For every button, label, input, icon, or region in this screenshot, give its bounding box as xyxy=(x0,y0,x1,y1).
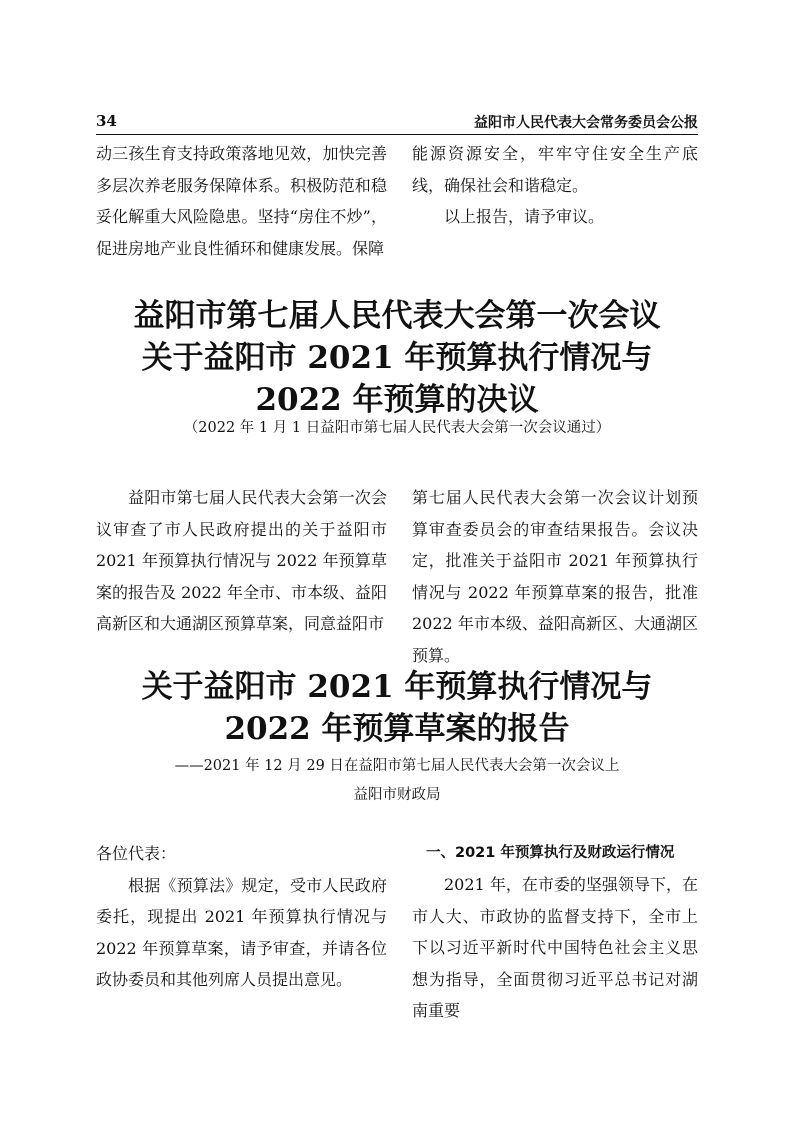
page-header xyxy=(96,112,698,135)
report-body-left xyxy=(96,838,387,996)
resolution-body-right: 第七届人民代表大会第一次会议计划预算审查委员会的审查结果报告。会议决定，批准关于益阳市 2021 年预算执行情况与 2022 年预算草案的报告，批准 2022 年市本级、益阳高新区、大通湖区预算。 xyxy=(412,488,698,665)
salutation: 各位代表： xyxy=(96,844,177,863)
report-intro-paragraph: 根据《预算法》规定，受市人民政府委托，现提出 2021 年预算执行情况与 2022 年预算草案，请予审查，并请各位政协委员和其他列席人员提出意见。 xyxy=(96,875,387,989)
report-body-right: 2021 年，在市委的坚强领导下，在市人大、市政协的监督支持下，全市上下以习近平新时代中国特色社会主义思想为指导，全面贯彻习近平总书记对湖南重要 xyxy=(412,875,698,1020)
closing-remark: 以上报告，请予审议。 xyxy=(444,207,605,226)
top-left-column xyxy=(96,138,387,264)
continuation-paragraph-end: 能源资源安全，牢牢守住安全生产底线，确保社会和谐稳定。 xyxy=(412,144,698,195)
top-right-column xyxy=(412,138,698,233)
page-number: 34 xyxy=(96,112,117,130)
resolution-title-line-3: 2022 年预算的决议 xyxy=(255,382,539,418)
report-subtitle: ——2021 年 12 月 29 日在益阳市第七届人民代表大会第一次会议上 xyxy=(174,758,620,774)
report-author: 益阳市财政局 xyxy=(353,787,441,803)
resolution-title-line-2: 关于益阳市 2021 年预算执行情况与 xyxy=(141,340,653,376)
resolution-adoption-note: （2022 年 1 月 1 日益阳市第七届人民代表大会第一次会议通过） xyxy=(183,420,611,436)
report-title-line-1: 关于益阳市 2021 年预算执行情况与 xyxy=(141,669,653,705)
resolution-body-left: 益阳市第七届人民代表大会第一次会议审查了市人民政府提出的关于益阳市 2021 年预算执行情况与 2022 年预算草案的报告及 2022 年全市、市本级、益阳高新区和大通湖区预算草案，同意益阳市 xyxy=(96,488,387,633)
resolution-title-line-1: 益阳市第七届人民代表大会第一次会议 xyxy=(133,298,661,334)
journal-title: 益阳市人民代表大会常务委员会公报 xyxy=(474,115,698,131)
continuation-paragraph: 动三孩生育支持政策落地见效，加快完善多层次养老服务保障体系。积极防范和稳妥化解重大风险隐患。坚持“房住不炒”，促进房地产业良性循环和健康发展。保障 xyxy=(96,144,387,258)
section-heading: 一、2021 年预算执行及财政运行情况 xyxy=(426,845,675,861)
report-title-line-2: 2022 年预算草案的报告 xyxy=(224,711,570,747)
